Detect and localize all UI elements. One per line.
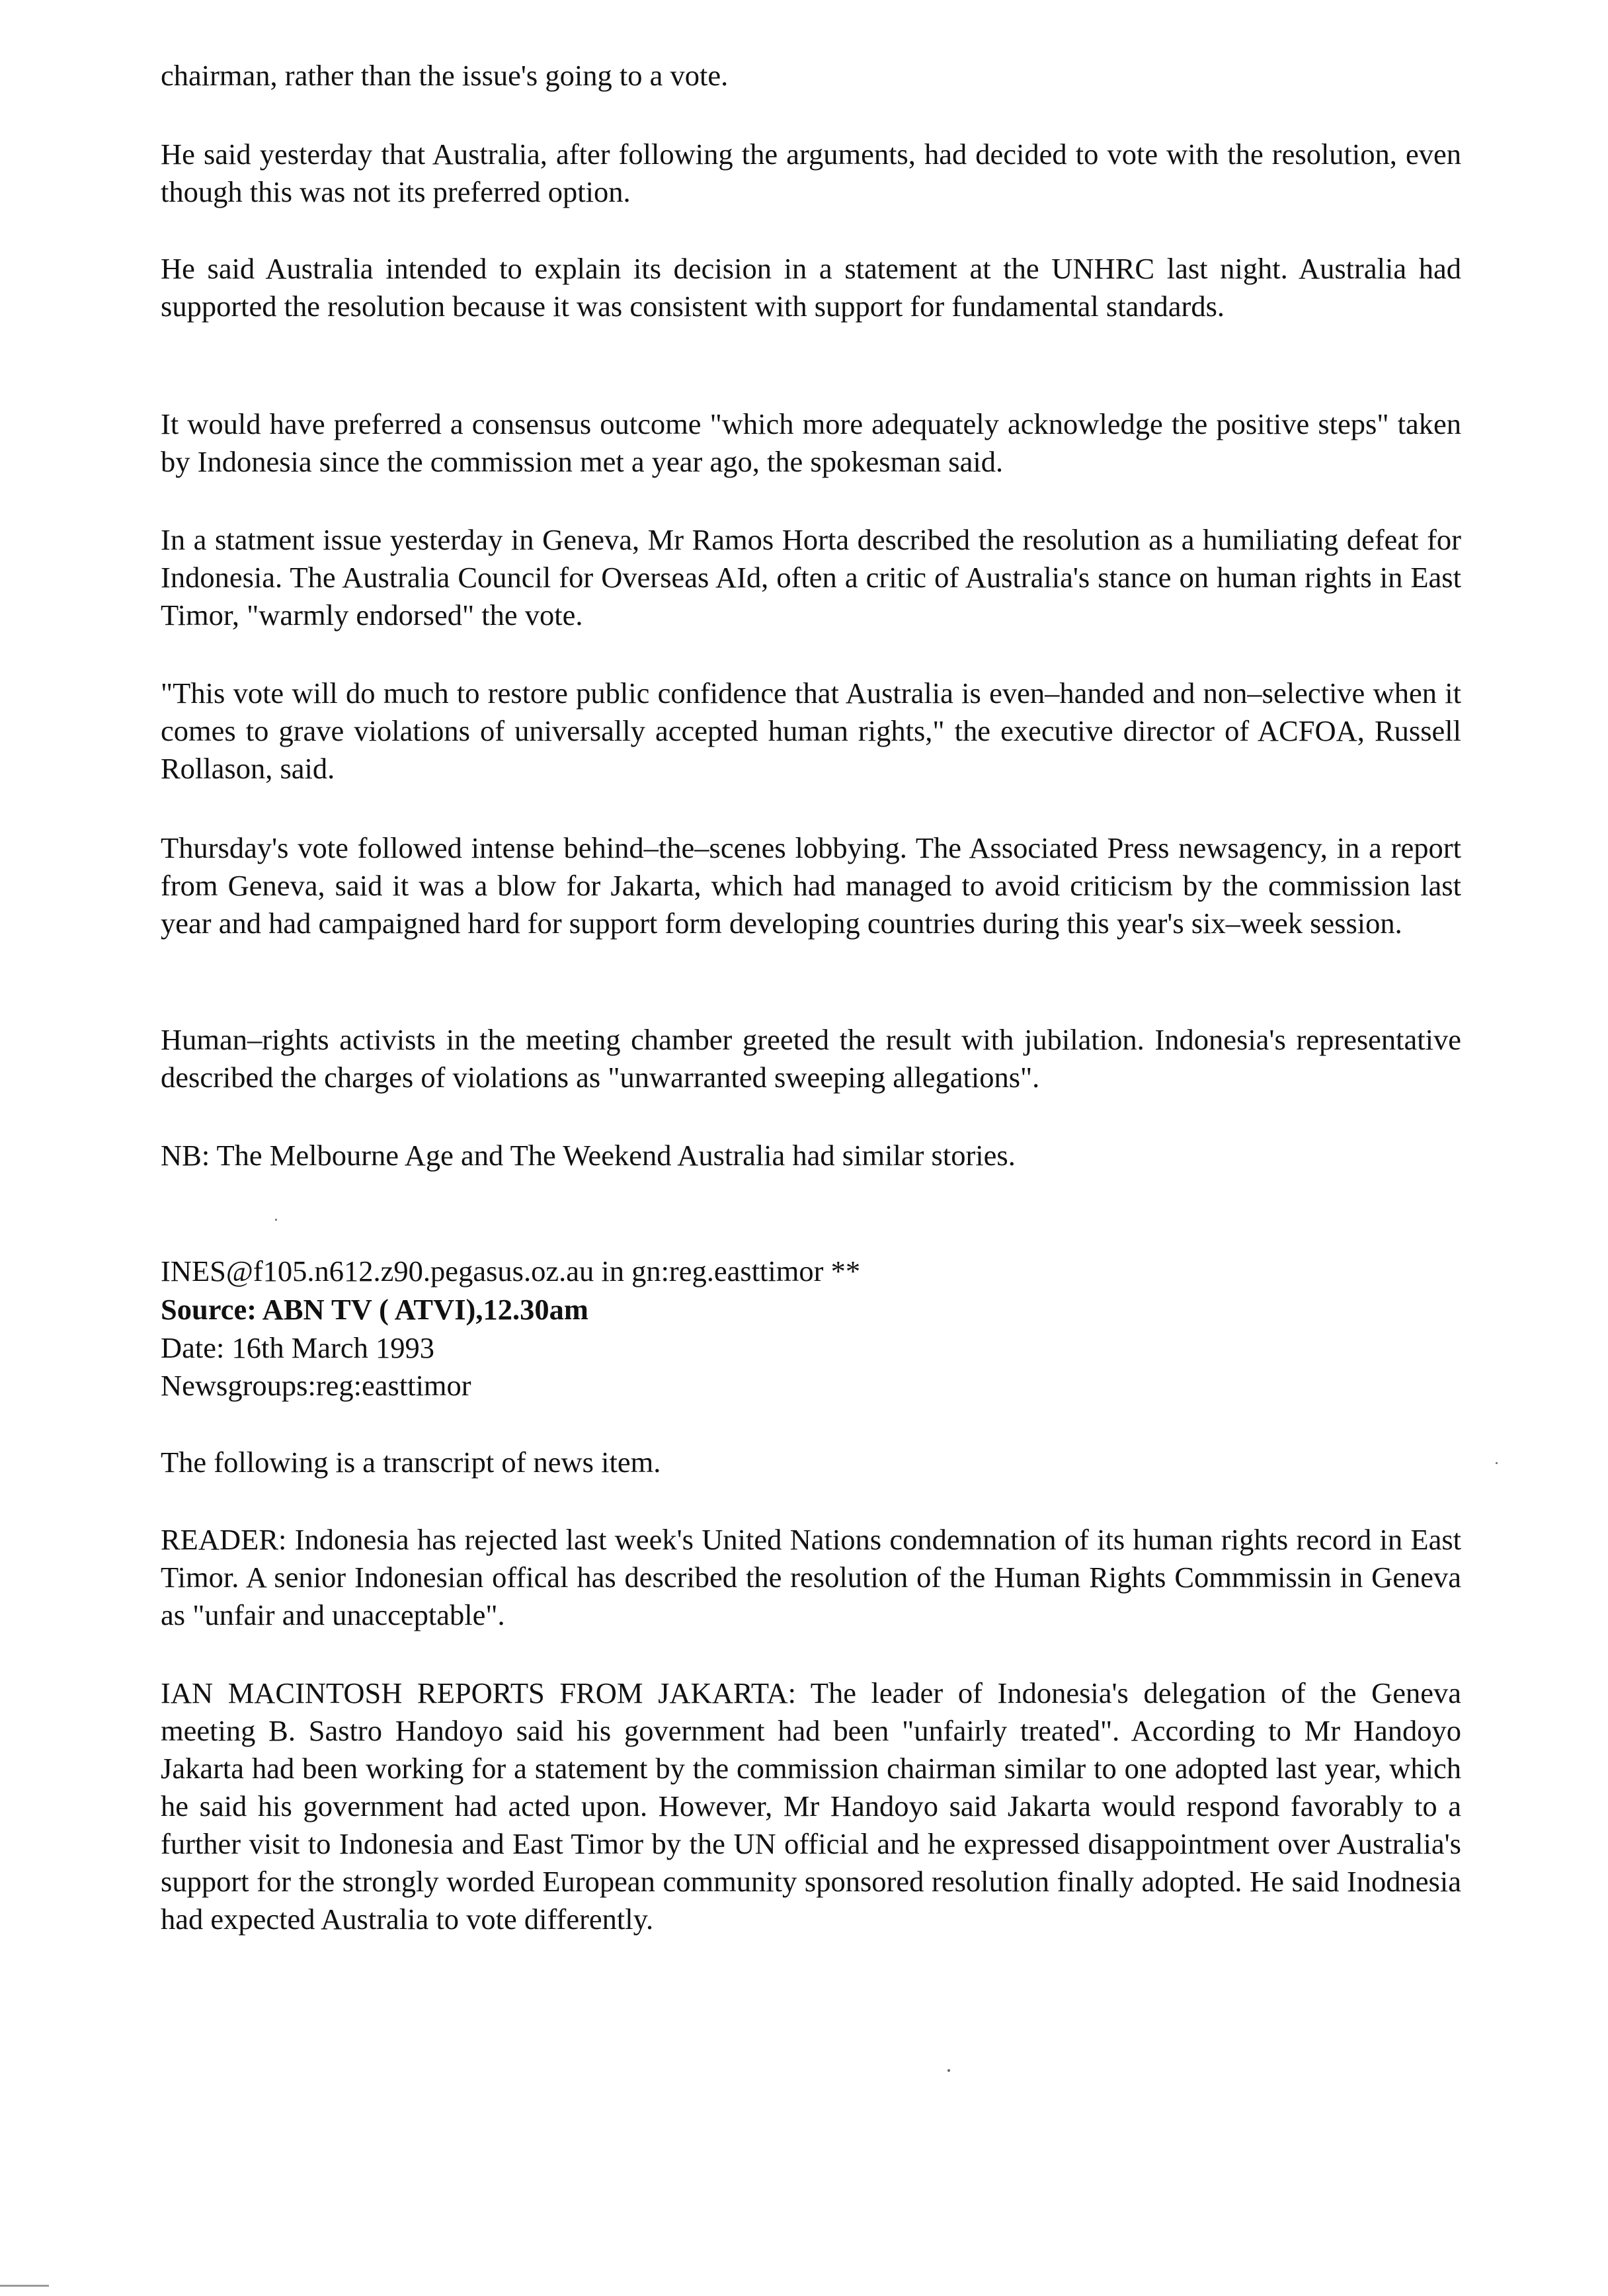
message-from-line: INES@f105.n612.z90.pegasus.oz.au in gn:reg.easttimor **	[161, 1254, 861, 1288]
paragraph-activists: Human–rights activists in the meeting chamber greeted the result with jubilation. Indonesia's representative described the charges of violations as "unwarranted sweeping allegations".	[161, 1023, 1461, 1094]
message-date-line: Date: 16th March 1993	[161, 1331, 434, 1364]
message-source-line: Source: ABN TV ( ATVI),12.30am	[161, 1293, 588, 1326]
paragraph-consensus: It would have preferred a consensus outcome "which more adequately acknowledge the positive steps" taken by Indonesia since the commission met a year ago, the spokesman said.	[161, 407, 1461, 478]
paragraph-transcript-intro: The following is a transcript of news item.	[161, 1446, 661, 1479]
scan-speck	[275, 1219, 277, 1221]
paragraph-chairman: chairman, rather than the issue's going to a vote.	[161, 59, 729, 92]
paragraph-lobbying: Thursday's vote followed intense behind–the–scenes lobbying. The Associated Press newsagency, in a report from Geneva, said it was a blow for Jakarta, which had managed to avoid criticism by the commission last year and had campaigned hard for support form developing countries during this year's six–week session.	[161, 831, 1461, 940]
scan-speck	[1496, 1462, 1498, 1464]
paragraph-nb-note: NB: The Melbourne Age and The Weekend Australia had similar stories.	[161, 1139, 1016, 1172]
paragraph-australia-vote: He said yesterday that Australia, after following the arguments, had decided to vote with the resolution, even though this was not its preferred option.	[161, 138, 1461, 208]
scan-edge-mark	[0, 2285, 49, 2287]
paragraph-reader: READER: Indonesia has rejected last week's United Nations condemnation of its human rights record in East Timor. A senior Indonesian offical has described the resolution of the Human Rights Commmissin in Geneva as "unfair and unacceptable".	[161, 1523, 1461, 1631]
paragraph-macintosh-report: IAN MACINTOSH REPORTS FROM JAKARTA: The leader of Indonesia's delegation of the Geneva meeting B. Sastro Handoyo said his government had been "unfairly treated". According to Mr Handoyo Jakarta had been working for a statement by the commission chairman similar to one adopted last year, which he said his government had acted upon. However, Mr Handoyo said Jakarta would respond favorably to a further visit to Indonesia and East Timor by the UN official and he expressed disappointment over Australia's support for the strongly worded European community sponsored resolution finally adopted. He said Inodnesia had expected Australia to vote differently.	[161, 1676, 1461, 1936]
paragraph-ramos-horta: In a statment issue yesterday in Geneva, Mr Ramos Horta described the resolution as a humiliating defeat for Indonesia. The Australia Council for Overseas AId, often a critic of Australia's stance on human rights in East Timor, "warmly endorsed" the vote.	[161, 523, 1461, 632]
paragraph-acfoa-quote: "This vote will do much to restore public confidence that Australia is even–handed and non–selective when it comes to grave violations of universally accepted human rights," the executive director of ACFOA, Russell Rollason, said.	[161, 676, 1461, 785]
paragraph-unhrc-statement: He said Australia intended to explain its decision in a statement at the UNHRC last night. Australia had supported the resolution because it was consistent with support for fundamental standards.	[161, 252, 1461, 323]
message-newsgroups-line: Newsgroups:reg:easttimor	[161, 1369, 471, 1402]
scan-speck	[947, 2069, 950, 2072]
